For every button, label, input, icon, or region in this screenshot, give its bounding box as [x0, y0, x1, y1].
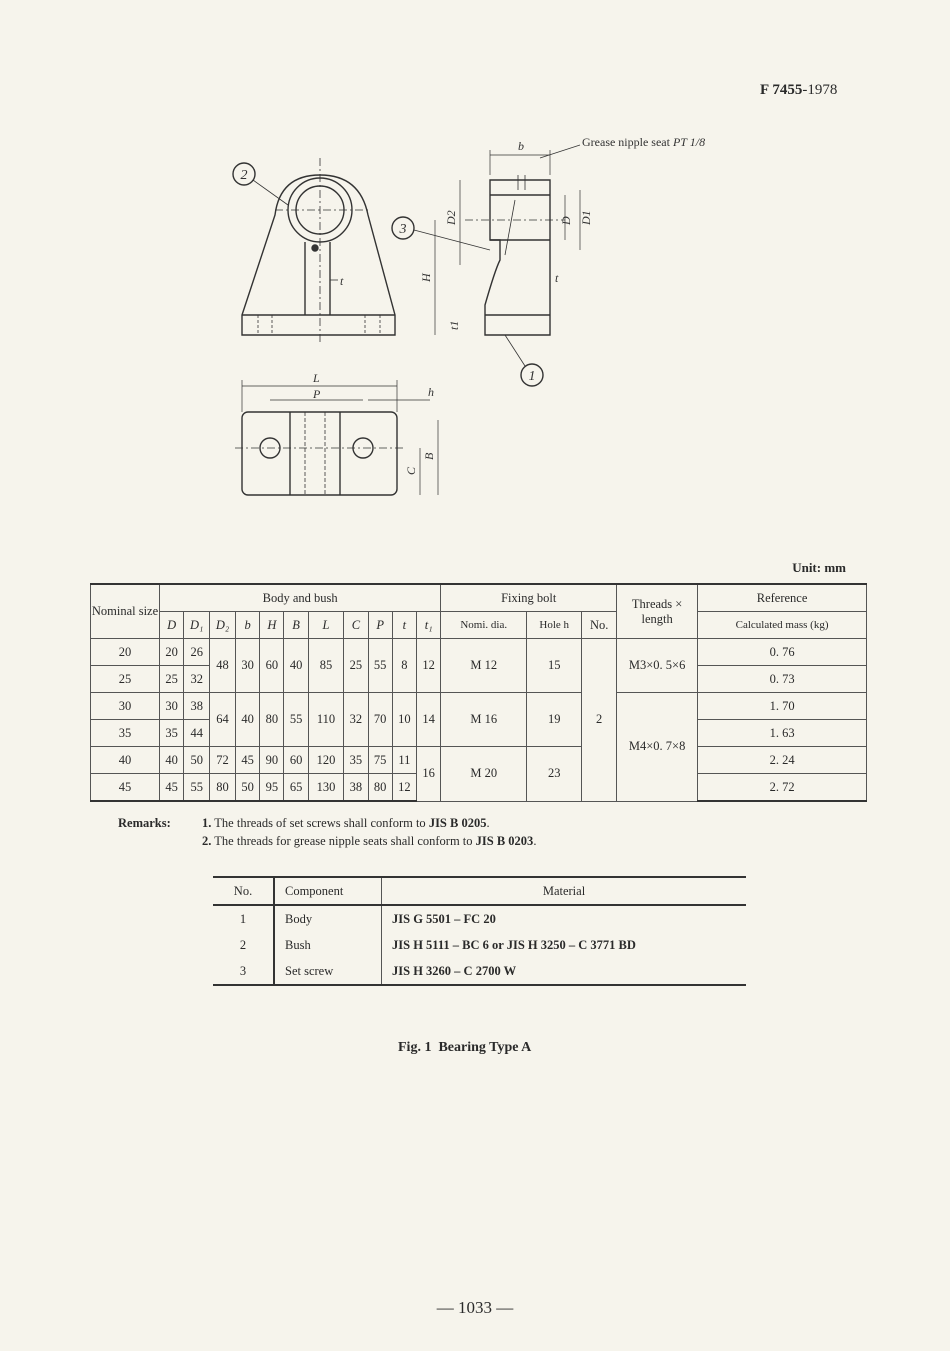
page-number: — 1033 —: [436, 1298, 514, 1317]
svg-text:P: P: [313, 387, 321, 401]
svg-text:t1: t1: [447, 320, 461, 330]
svg-text:C: C: [404, 466, 418, 475]
callout-3-label: 3: [399, 222, 407, 237]
svg-text:H: H: [419, 273, 433, 282]
table-row: 2 Bush JIS H 5111 – BC 6 or JIS H 3250 – C 3771 BD: [213, 932, 746, 958]
svg-text:B: B: [422, 452, 436, 460]
grease-note: Grease nipple seat PT 1/8: [582, 135, 706, 149]
table-row: 20 20 26 48 30 60 40 85 25 55 8 12 M 12 15 2 M3×0. 5×6 0. 76: [91, 639, 867, 666]
table-row: 1 Body JIS G 5501 – FC 20: [213, 905, 746, 932]
bearing-drawing: [220, 130, 760, 510]
side-view: [465, 175, 565, 335]
nominal-size-header: Nominal size: [91, 584, 160, 639]
standard-code: F 7455-1978: [760, 82, 838, 98]
callout-2-label: 2: [240, 168, 248, 183]
remarks: Remarks: 1. The threads of set screws shall conform to JIS B 0205. 2. The threads for grease nipple seats shall conform to JIS B 0203.: [118, 816, 537, 848]
material-table: No. Component Material 1 Body JIS G 5501 – FC 20 2 Bush JIS H 5111 – BC 6 or JIS H 3250 – C 3771 BD 3 Set screw JIS H 3260 – C 2700 W: [213, 876, 746, 986]
svg-text:h: h: [428, 385, 434, 399]
table-row: 3 Set screw JIS H 3260 – C 2700 W: [213, 958, 746, 985]
body-bush-header: Body and bush: [160, 584, 441, 612]
fixing-bolt-header: Fixing bolt: [441, 584, 617, 612]
table-row: 45 45 55 80 50 95 65 130 38 80 12 2. 72: [91, 774, 867, 802]
svg-text:b: b: [518, 139, 524, 153]
unit-label: Unit: mm: [792, 560, 846, 575]
table-row: 40 40 50 72 45 90 60 120 35 75 11 16 M 20 23 2. 24: [91, 747, 867, 774]
svg-text:D: D: [559, 216, 573, 225]
svg-text:D1: D1: [579, 210, 593, 225]
table-row: 35 35 44 1. 63: [91, 720, 867, 747]
table-row: 30 30 38 64 40 80 55 110 32 70 10 14 M 16 19 M4×0. 7×8 1. 70: [91, 693, 867, 720]
svg-text:L: L: [313, 371, 320, 385]
threads-header: Threads × length: [617, 584, 698, 639]
svg-text:D2: D2: [444, 210, 458, 225]
svg-text:t: t: [340, 274, 344, 288]
svg-text:t: t: [555, 271, 559, 285]
callout-1-label: 1: [528, 369, 536, 384]
top-view: [235, 412, 405, 495]
table-row: 25 25 32 0. 73: [91, 666, 867, 693]
dimension-table: Nominal size Body and bush Fixing bolt Threads × length Reference D D₁ D₂ b H B L C P t t₁ Nomi. dia. Hole h No. Calculated mass (kg) 20 20 26 48 30 60 40 85 25 55 8 12 M 12 15 2 M3×0. 5×6 0. 76 25 25 32 0. 73 30 30 38 64 40 80 55 110 32 70 10 14 M 16 19 M4×0. 7×8 1. 70 35 35 44 1. 63 40 40 50 72 45 90 60 120 35 75 11 16 M 20 23 2. 24 45 45 55 80 50 95 65 130 38 80 12 2. 72: [90, 583, 867, 802]
front-view: [242, 158, 395, 345]
reference-header: Reference: [698, 584, 867, 612]
figure-caption: Fig. 1 Bearing Type A: [398, 1040, 532, 1055]
